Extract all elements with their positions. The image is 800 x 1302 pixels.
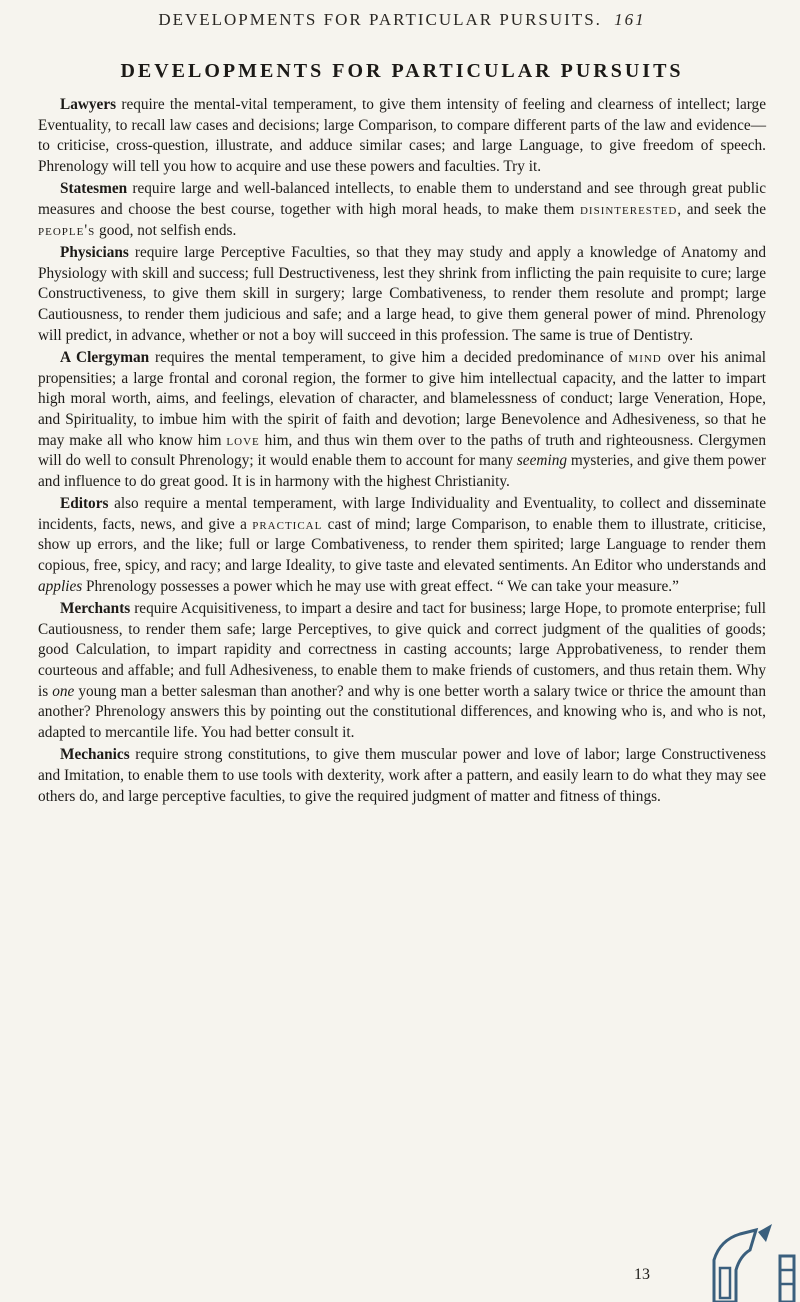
emphasis-italic: one [52, 682, 75, 700]
page-number-mark: 161 [614, 10, 646, 29]
section-body: Phrenology possesses a power which he may use with great effect. “ We can take your measure.” [82, 577, 679, 595]
section-body: require strong constitutions, to give them muscular power and love of labor; large Constructiveness and Imitation, to enable them to use tools with dexterity, work after a pattern, and easily learn to do what they may see others do, and large perceptive faculties, to give the required judgment of matter and fitness of things. [38, 746, 766, 805]
section-physicians [38, 243, 766, 346]
section-lead: Merchants [60, 600, 131, 618]
section-body: require large and well-balanced intellects, to enable them to understand and see through great public measures and choose the best course, together with high moral heads, to make them [38, 180, 766, 218]
section-body: requires the mental temperament, to give him a decided predominance of [149, 349, 629, 367]
emphasis-italic: seeming [516, 452, 567, 470]
folio-number: 13 [634, 1266, 650, 1283]
emphasis-italic: applies [38, 577, 83, 595]
section-lead: Mechanics [60, 746, 130, 764]
emphasis-caps: practical [252, 515, 323, 533]
section-body: mysteries, and give them power and influence to do great good. It is in harmony with the highest Christianity. [38, 452, 766, 490]
emphasis-caps: disinterested [579, 200, 678, 218]
section-statesmen [38, 179, 766, 241]
emphasis-caps: love [226, 431, 260, 449]
section-body: require Acquisitiveness, to impart a desire and tact for business; large Hope, to promote enterprise; full Cautiousness, to render them safe; large Perceptives, to give quick and correct judgment of the qualities of goods; good Calculation, to impart rapidity and correctness in casting accounts; large Approbativeness, to render them courteous and affable; and full Adhesiveness, to enable them to make friends of customers, and thus retain them. Why is [38, 600, 766, 700]
running-head-text: DEVELOPMENTS FOR PARTICULAR PURSUITS. [158, 10, 602, 29]
section-lead: Editors [60, 495, 109, 513]
section-body: also require a mental temperament, with large Individuality and Eventuality, to collect and disseminate incidents, facts, news, and give a [38, 495, 766, 533]
section-body: require the mental-vital temperament, to give them intensity of feeling and clearness of intellect; large Eventuality, to recall law cases and decisions; large Comparison, to compare different parts of the law and evidence—to criticise, cross-question, illustrate, and adduce similar cases; and large Language, to give freedom of speech. Phrenology will tell you how to acquire and use these powers and faculties. Try it. [38, 96, 766, 175]
section-lawyers [38, 95, 766, 177]
section-lead: A Clergyman [60, 349, 150, 367]
section-lead: Statesmen [60, 180, 128, 198]
emphasis-caps: mind [628, 349, 662, 367]
section-body: require large Perceptive Faculties, so that they may study and apply a knowledge of Anatomy and Physiology with skill and success; full Destructiveness, lest they shrink from inflicting the pain requisite to cure; large Constructiveness, to give them skill in surgery; large Combativeness, to render them resolute and prompt; large Cautiousness, to render them judicious and safe; and a large head, to give them general power of mind. Phrenology will predict, in advance, whether or not a boy will succeed in this profession. The same is true of Dentistry. [38, 244, 766, 344]
section-body: over his animal propensities; a large frontal and coronal region, the former to give him intellectual capacity, and the latter to impart high moral worth, aims, and feelings, elevation of character, and blamelessness of conduct; large Veneration, Hope, and Spirituality, to imbue him with the spirit of faith and devotion; large Benevolence and Adhesiveness, so that he may make all who know him [38, 349, 766, 449]
section-body: good, not selfish ends. [95, 221, 237, 239]
section-mechanics [38, 745, 766, 807]
section-editors [38, 494, 766, 597]
section-body: him, and thus win them over to the paths of truth and righteousness. Clergymen will do well to consult Phrenology; it would enable them to account for many [38, 431, 766, 470]
section-body: , and seek the [677, 200, 766, 218]
library-stamp [710, 1220, 800, 1302]
emphasis-caps: people's [38, 221, 96, 239]
section-lead: Physicians [60, 244, 129, 262]
running-head [38, 10, 766, 30]
page-title: DEVELOPMENTS FOR PARTICULAR PURSUITS [120, 60, 684, 82]
section-merchants [38, 599, 766, 743]
section-body: cast of mind; large Comparison, to enable them to illustrate, criticise, show up errors, and the like; full or large Combativeness, to render them spirited; large Language to render them copious, free, spicy, and racy; and large Ideality, to give taste and elevated sentiments. An Editor who understands and [38, 515, 766, 575]
document-page [38, 10, 766, 809]
section-clergyman [38, 348, 766, 492]
section-lead: Lawyers [60, 96, 117, 113]
section-body: young man a better salesman than another? and why is one better worth a salary twice or thrice the amount than another? Phrenology answers this by pointing out the constitutional differences, and knowing who is, and who is not, adapted to mercantile life. You had better consult it. [38, 682, 766, 741]
